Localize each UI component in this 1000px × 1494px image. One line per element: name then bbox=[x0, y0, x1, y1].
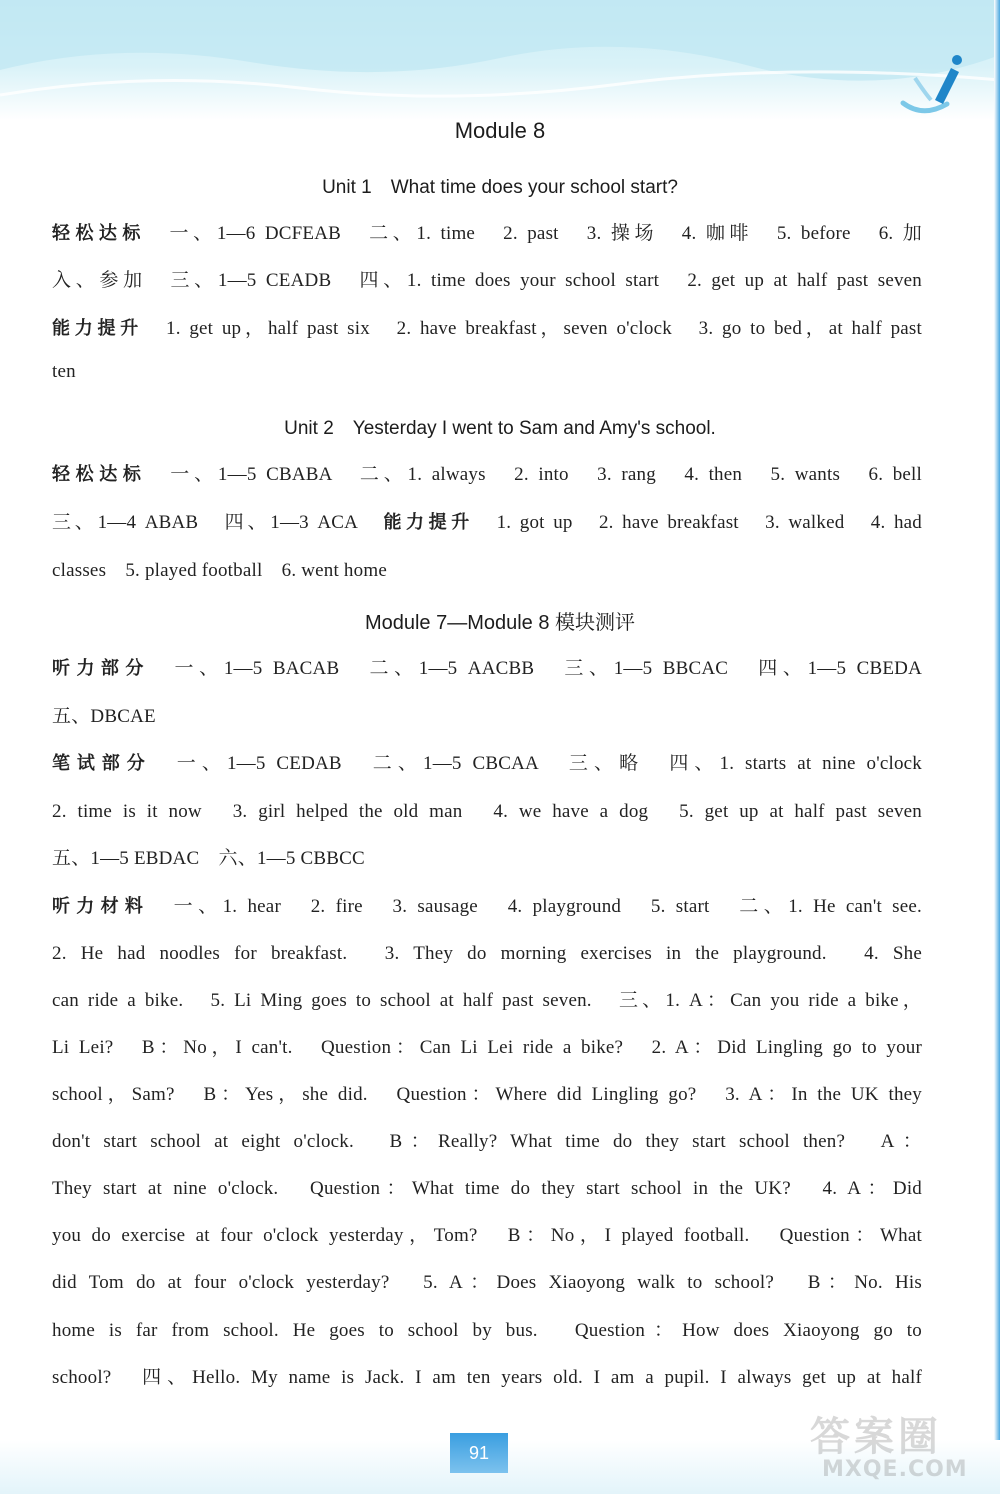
page-number: 91 bbox=[450, 1433, 508, 1473]
section-label: 能力提升 bbox=[383, 512, 474, 533]
answer-line: 听力部分 一、1—5 BACAB 二、1—5 AACBB 三、1—5 BBCAC 四、1—5 CBEDA bbox=[52, 658, 922, 679]
answer-line: school? 四、Hello. My name is Jack. I am ten years old. I am a pupil. I always get up at half bbox=[52, 1367, 922, 1388]
answer-line: ten bbox=[52, 361, 76, 382]
unit2-title: Unit 2 Yesterday I went to Sam and Amy's school. bbox=[284, 418, 716, 439]
answer-line: 能力提升 1. get up，half past six 2. have breakfast，seven o'clock 3. go to bed，at half past bbox=[52, 318, 922, 339]
answer-line: school，Sam? B：Yes，she did. Question：Where did Lingling go? 3. A：In the UK they bbox=[52, 1084, 922, 1105]
answer-line: 轻松达标 一、1—6 DCFEAB 二、1. time 2. past 3. 操场 4. 咖啡 5. before 6. 加 bbox=[52, 223, 922, 244]
test-title: Module 7—Module 8 模块测评 bbox=[364, 612, 636, 634]
section-label: 听力材料 bbox=[52, 896, 150, 917]
pencil-logo-icon bbox=[895, 48, 970, 123]
wave-decoration bbox=[0, 0, 1000, 120]
section-label: 能力提升 bbox=[52, 318, 144, 339]
answer-line: can ride a bike. 5. Li Ming goes to school at half past seven. 三、1. A：Can you ride a bike， bbox=[52, 990, 922, 1011]
answer-line: you do exercise at four o'clock yesterday，Tom? B：No，I played football. Question：What bbox=[52, 1225, 922, 1246]
section-label: 笔试部分 bbox=[52, 753, 152, 774]
answer-line: classes 5. played football 6. went home bbox=[52, 560, 387, 581]
answer-line: 听力材料 一、1. hear 2. fire 3. sausage 4. playground 5. start 二、1. He can't see. bbox=[52, 896, 922, 917]
module-title: Module 8 bbox=[454, 118, 546, 143]
answer-line: 入、参加 三、1—5 CEADB 四、1. time does your school start 2. get up at half past seven bbox=[52, 270, 922, 291]
answer-line: 三、1—4 ABAB 四、1—3 ACA 能力提升 1. got up 2. have breakfast 3. walked 4. had bbox=[52, 512, 923, 533]
unit1-title: Unit 1 What time does your school start? bbox=[322, 177, 678, 198]
watermark-logo: 答案圈 MXQE.COM bbox=[810, 1414, 968, 1482]
section-label: 听力部分 bbox=[52, 658, 150, 679]
answer-line: 五、DBCAE bbox=[52, 706, 156, 727]
answer-line: 轻松达标 一、1—5 CBABA 二、1. always 2. into 3. rang 4. then 5. wants 6. bell bbox=[52, 464, 922, 485]
answer-line: home is far from school. He goes to school by bus. Question：How does Xiaoyong go to bbox=[52, 1320, 922, 1341]
section-label: 轻松达标 bbox=[52, 223, 146, 244]
answer-line: They start at nine o'clock. Question：What time do they start school in the UK? 4. A：Did bbox=[52, 1178, 922, 1199]
page-edge bbox=[994, 0, 1000, 1494]
section-label: 轻松达标 bbox=[52, 464, 147, 485]
answer-line: 五、1—5 EBDAC 六、1—5 CBBCC bbox=[52, 848, 365, 869]
answer-line: Li Lei? B：No，I can't. Question：Can Li Lei ride a bike? 2. A：Did Lingling go to your bbox=[52, 1037, 922, 1058]
answer-line: don't start school at eight o'clock. B：Really? What time do they start school then? A： bbox=[52, 1131, 922, 1152]
answer-line: 2. He had noodles for breakfast. 3. They do morning exercises in the playground. 4. She bbox=[52, 943, 922, 964]
answer-line: 笔试部分 一、1—5 CEDAB 二、1—5 CBCAA 三、略 四、1. starts at nine o'clock bbox=[52, 753, 922, 774]
header-band bbox=[0, 0, 1000, 120]
answer-line: 2. time is it now 3. girl helped the old man 4. we have a dog 5. get up at half past seven bbox=[52, 801, 922, 822]
answer-line: did Tom do at four o'clock yesterday? 5. A：Does Xiaoyong walk to school? B：No. His bbox=[52, 1272, 922, 1293]
